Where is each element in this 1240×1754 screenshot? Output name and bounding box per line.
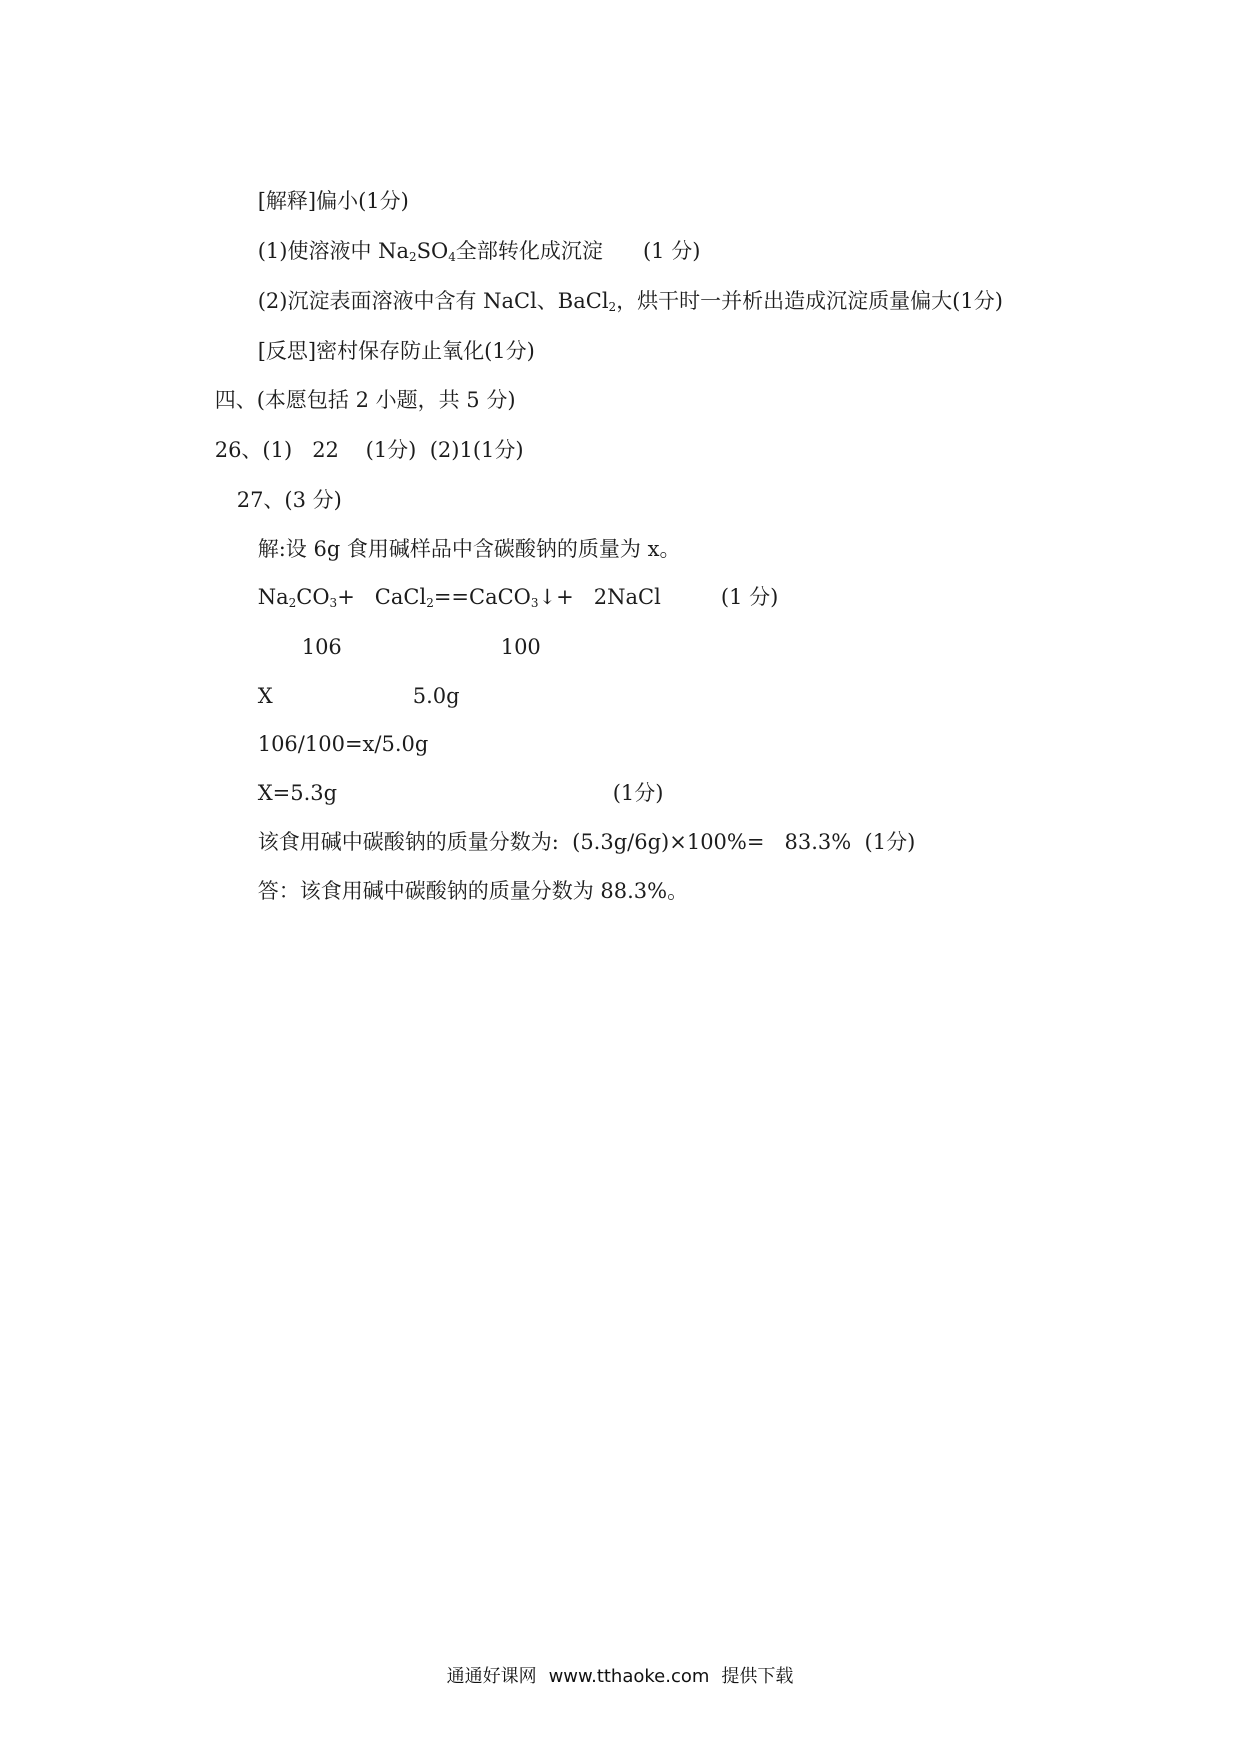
subscript: 2 <box>426 596 434 610</box>
subscript: 2 <box>288 596 297 610</box>
equation-text: ==CaCO <box>433 585 531 609</box>
molar-mass-left <box>275 608 342 686</box>
answer-2-text: (2)沉淀表面溶液中含有 NaCl、BaCl <box>257 289 609 313</box>
molar-mass-value: 100 <box>500 635 541 659</box>
score-text: (1分) <box>612 781 664 805</box>
subscript: 3 <box>329 596 338 610</box>
question-26-text: 26、(1) 22 (1分) (2)1(1分) <box>214 438 524 462</box>
molar-mass-right <box>474 608 541 686</box>
solution-intro-text: 解:设 6g 食用碱样品中含碳酸钠的质量为 x。 <box>257 537 681 561</box>
answer-1-text: 全部转化成沉淀 (1 分) <box>455 239 701 263</box>
equation-text: CO <box>296 585 330 609</box>
page-footer <box>0 1662 1240 1688</box>
equation-text: ↓+ 2NaCl (1 分) <box>538 585 779 609</box>
subscript: 2 <box>409 250 417 264</box>
answer-1-text: SO <box>416 239 449 263</box>
explanation-text: [解释]偏小(1分) <box>257 189 409 213</box>
equation-text: + CaCl <box>337 585 427 609</box>
mass-fraction-text: 该食用碱中碳酸钠的质量分数为: (5.3g/6g)×100%= 83.3% (1分) <box>257 830 916 854</box>
result-x-text: X=5.3g <box>257 781 338 805</box>
mass-value: X <box>257 684 273 708</box>
footer-suffix: 提供下载 <box>721 1666 794 1687</box>
ratio-text: 106/100=x/5.0g <box>257 732 429 756</box>
subscript: 3 <box>530 596 539 610</box>
subscript: 2 <box>608 300 617 314</box>
molar-mass-value: 106 <box>301 635 342 659</box>
subscript: 4 <box>448 250 456 264</box>
answer-2-text: ，烘干时一并析出造成沉淀质量偏大(1分) <box>616 289 1003 313</box>
answer-summary-text: 答：该食用碱中碳酸钠的质量分数为 88.3%。 <box>257 879 689 903</box>
footer-site-name: 通通好课网 <box>446 1666 537 1687</box>
footer-url: www.tthaoke.com <box>548 1666 710 1687</box>
answer-1-text: (1)使溶液中 Na <box>257 239 410 263</box>
reflection-text: [反思]密村保存防止氧化(1分) <box>257 339 535 363</box>
section-heading-text: 四、(本愿包括 2 小题，共 5 分) <box>214 388 516 412</box>
answer-summary-line <box>231 852 688 930</box>
question-27-text: 27、(3 分) <box>236 488 342 512</box>
equation-text: Na <box>257 585 289 609</box>
mass-value: 5.0g <box>412 684 460 708</box>
